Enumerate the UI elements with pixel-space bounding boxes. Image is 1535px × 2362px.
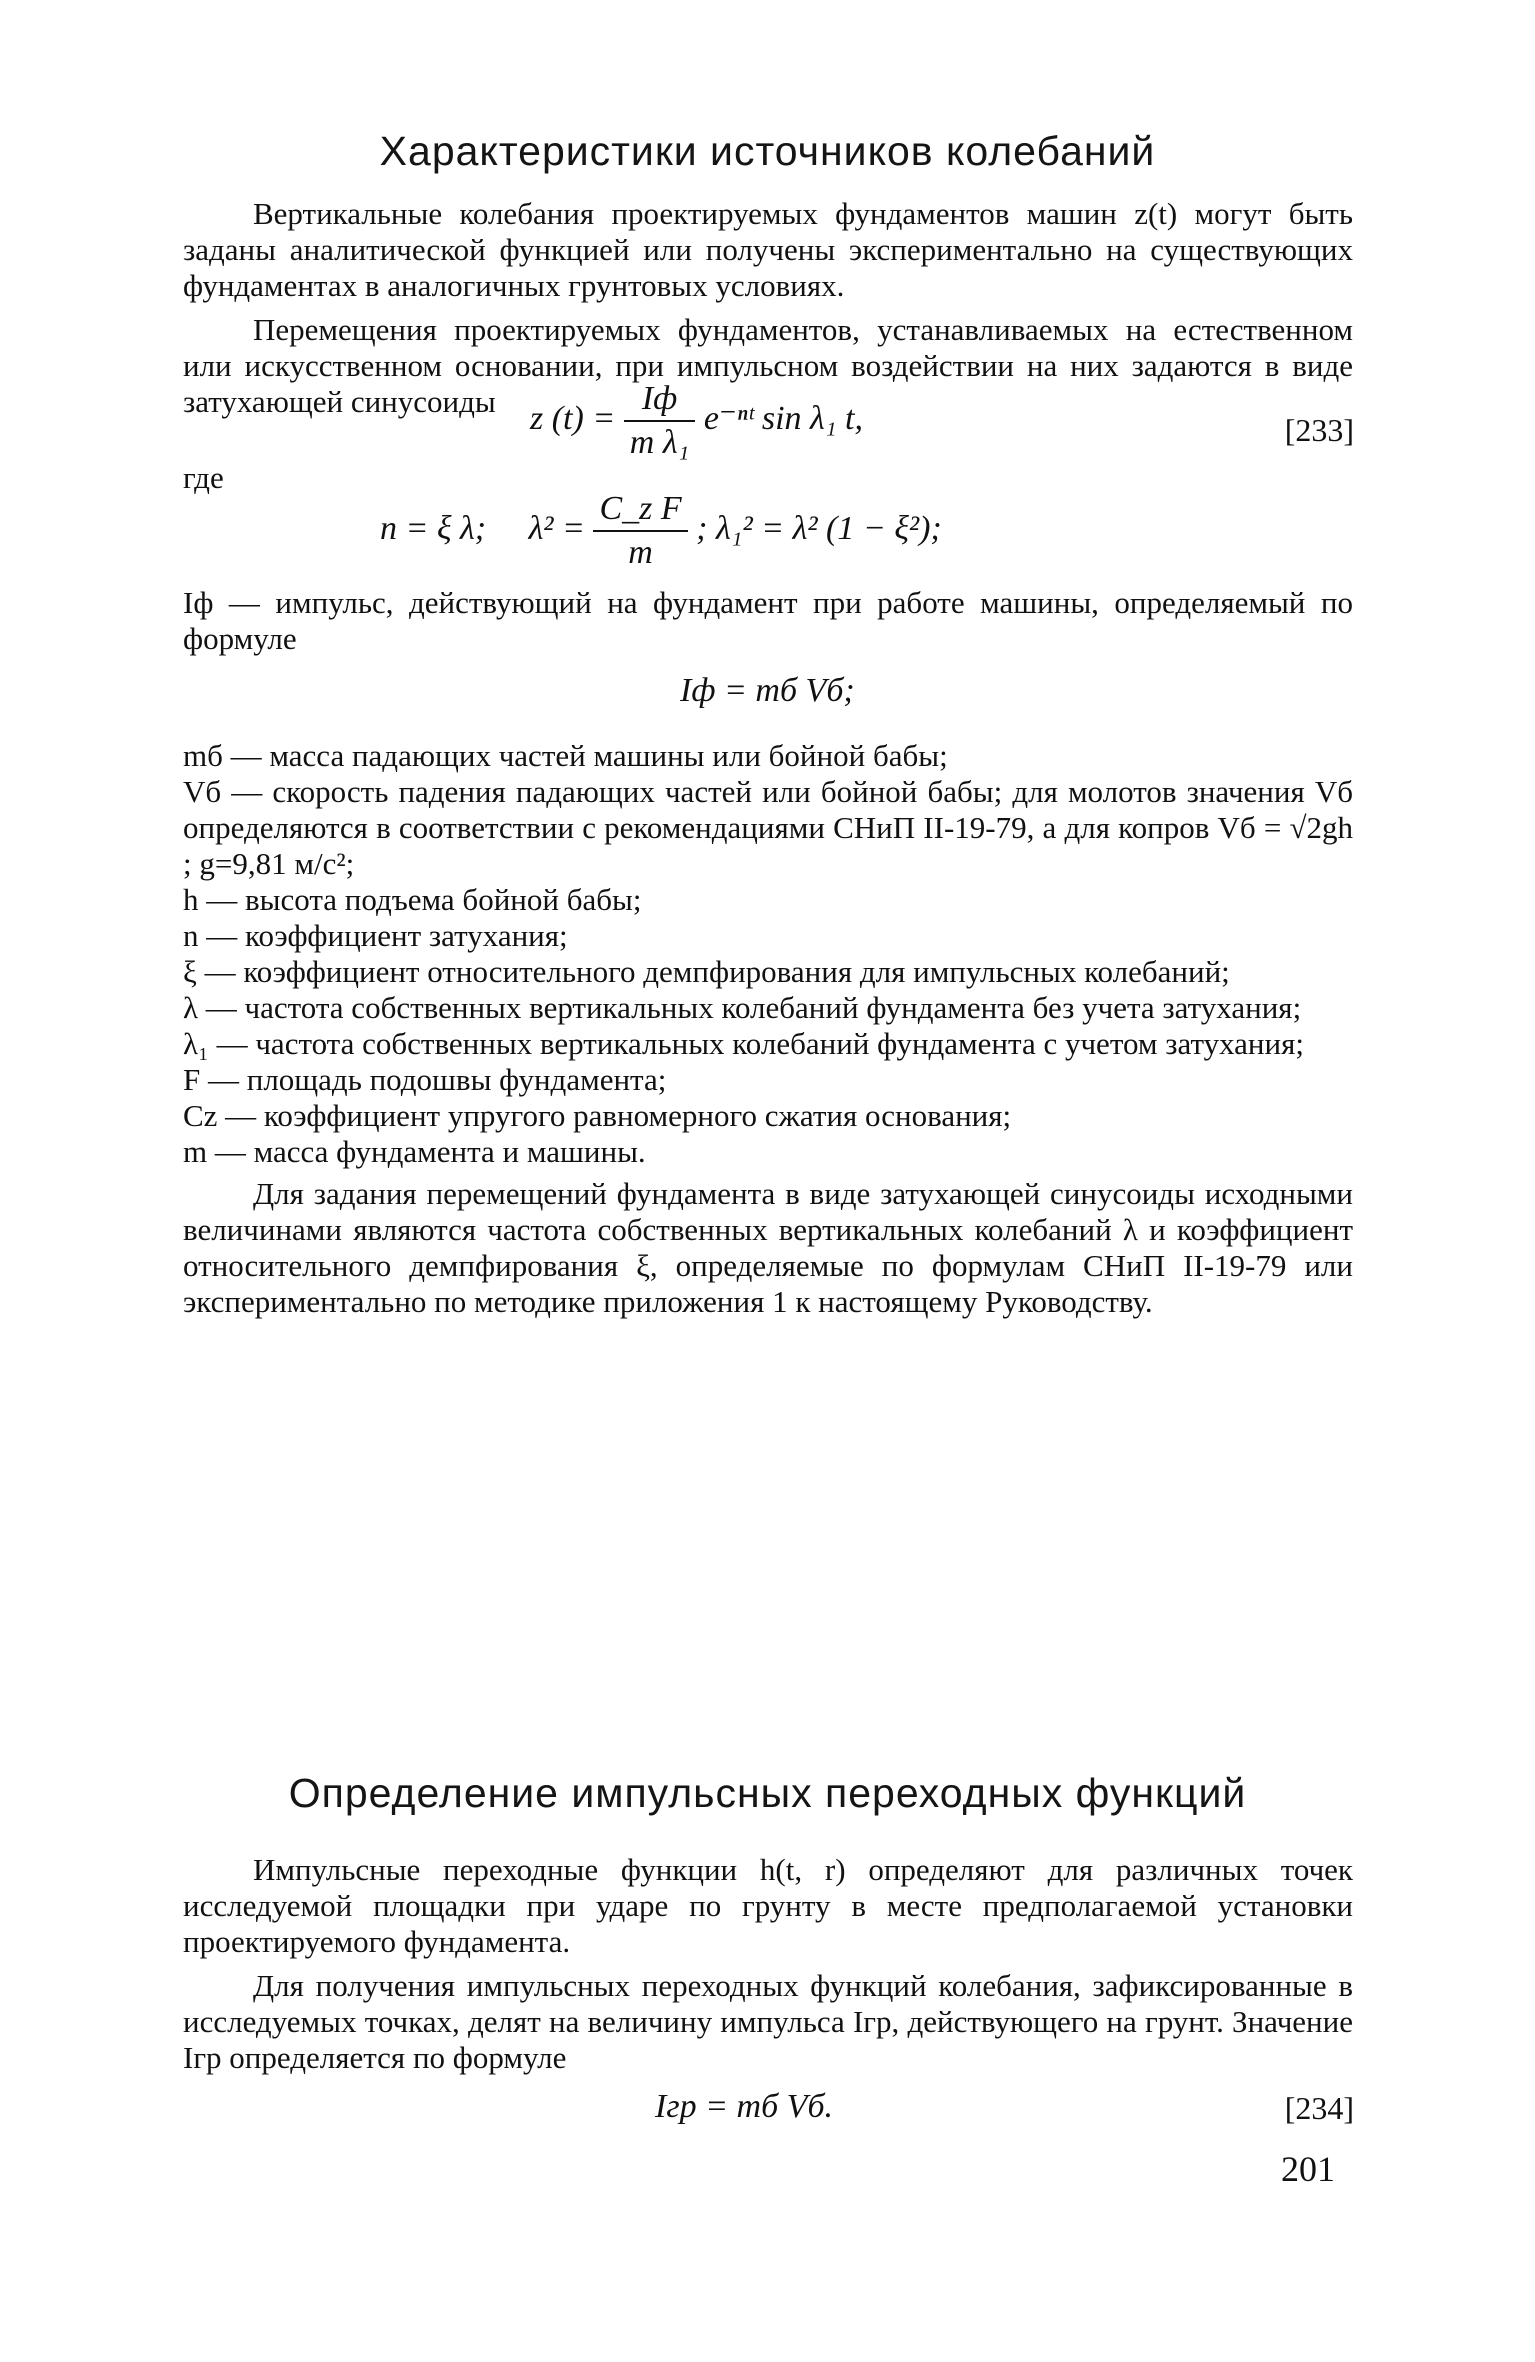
equation-number-234: [234] <box>1284 2090 1354 2126</box>
paragraph-obtaining-functions: Для получения импульсных переходных функций колебания, зафиксированные в исследуемых точках, делят на величину импульса Iгр, действующего на грунт. Значение Iгр определяется по формуле <box>183 1968 1353 2075</box>
param-fraction <box>593 490 687 572</box>
def-height: h — высота подъема бойной бабы; <box>183 882 642 917</box>
paragraph-vertical-oscillations: Вертикальные колебания проектируемых фундаментов машин z(t) могут быть заданы аналитической функцией или получены экспериментально на существующих фундаментах в аналогичных грунтовых условиях. <box>183 196 1353 303</box>
equation-234-text: Iгр = mб Vб. <box>655 2088 834 2125</box>
equation-fraction <box>624 380 696 462</box>
definitions-list <box>183 738 1353 1328</box>
equation-233 <box>530 380 863 462</box>
def-natural-frequency: λ — частота собственных вертикальных колебаний фундамента без учета затухания; <box>183 990 1302 1025</box>
param-denominator: m <box>628 534 653 571</box>
def-damping-coefficient: n — коэффициент затухания; <box>183 918 568 953</box>
def-impulse: Iф — импульс, действующий на фундамент при работе машины, определяемый по формуле <box>183 585 1353 656</box>
page-number: 201 <box>1281 2149 1335 2189</box>
param-numerator: C_z F <box>593 490 687 532</box>
equation-number-233: [233] <box>1284 412 1354 448</box>
paragraph-initial-values: Для задания перемещений фундамента в виде затухающей синусоиды исходными величинами являются частота собственных вертикальных колебаний λ и коэффициент относительного демпфирования ξ, определяемые по формулам СНиП II-19-79 или экспериментально по методике приложения 1 к настоящему Руководству. <box>183 1176 1353 1319</box>
fraction-denominator: m λ₁ <box>629 424 690 461</box>
def-compression-coefficient: Cz — коэффициент упругого равномерного сжатия основания; <box>183 1098 1012 1133</box>
equation-parameters <box>380 490 942 572</box>
def-relative-damping: ξ — коэффициент относительного демпфирования для импульсных колебаний; <box>183 954 1230 989</box>
impulse-functions-text <box>183 1852 1353 2084</box>
equation-impulse <box>680 672 855 710</box>
def-footing-area: F — площадь подошвы фундамента; <box>183 1062 667 1097</box>
where-label: где <box>183 460 224 495</box>
paragraph-impulse-transfer: Импульсные переходные функции h(t, r) определяют для различных точек исследуемой площадки при ударе по грунту в месте предполагаемой установки проектируемого фундамента. <box>183 1852 1353 1959</box>
param-lambda1: ; λ₁² = λ² (1 − ξ²); <box>696 509 942 547</box>
equation-lhs: z (t) = <box>530 399 616 437</box>
paragraph-displacements: Перемещения проектируемых фундаментов, устанавливаемых на естественном или искусственном основании, при импульсном воздействии на них задаются в виде затухающей синусоиды <box>183 312 1353 419</box>
def-foundation-mass: m — масса фундамента и машины. <box>183 1134 646 1169</box>
def-velocity: Vб — скорость падения падающих частей или бойной бабы; для молотов значения Vб определяются в соответствии с рекомендациями СНиП II-19-79, а для копров Vб = √2gh ; g=9,81 м/с²; <box>183 774 1353 881</box>
def-mass-falling: mб — масса падающих частей машины или бойной бабы; <box>183 738 948 773</box>
def-damped-frequency: λ₁ — частота собственных вертикальных колебаний фундамента с учетом затухания; <box>183 1026 1304 1061</box>
equation-234 <box>655 2088 833 2126</box>
param-lambda-lhs: λ² = <box>528 509 585 547</box>
section-heading-sources: Характеристики источников колебаний <box>379 128 1156 174</box>
fraction-numerator: Iф <box>624 380 696 422</box>
section-heading-impulse-functions: Определение импульсных переходных функций <box>288 1770 1247 1816</box>
equation-impulse-text: Iф = mб Vб; <box>680 672 855 709</box>
param-n: n = ξ λ; <box>380 509 487 547</box>
equation-rhs: e⁻ⁿᵗ sin λ₁ t, <box>703 399 864 437</box>
impulse-definition <box>183 585 1353 657</box>
